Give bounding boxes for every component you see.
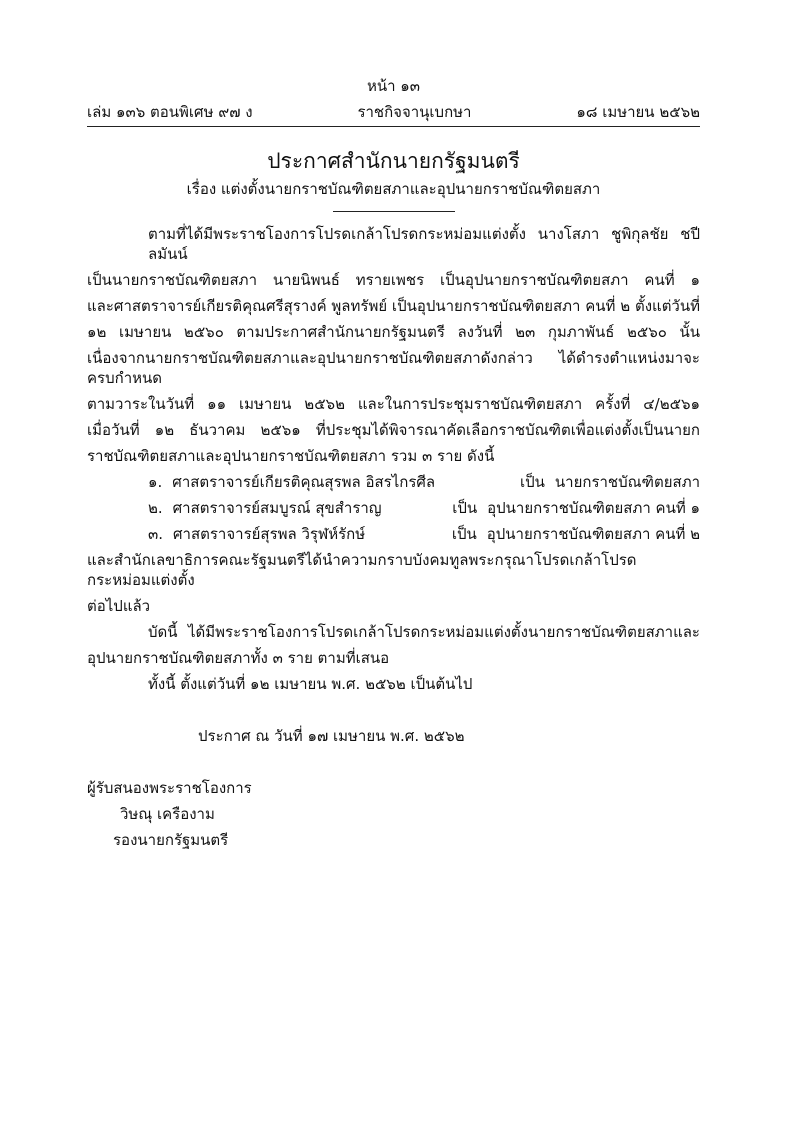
appointee-number: ๒. bbox=[148, 499, 163, 517]
document-title: ประกาศสำนักนายกรัฐมนตรี bbox=[267, 149, 520, 173]
body-line: ตามที่ได้มีพระราชโองการโปรดเกล้าโปรดกระหม่อมแต่งตั้ง นางโสภา ชูพิกุลชัย ชปีลมันน์ bbox=[148, 225, 700, 263]
appointee-role: อุปนายกราชบัณฑิตยสภา คนที่ ๑ bbox=[487, 499, 700, 517]
signatory-name: วิษณุ เครืองาม bbox=[120, 805, 215, 823]
title-rule bbox=[333, 211, 455, 212]
document-subject: เรื่อง แต่งตั้งนายกราชบัณฑิตยสภาและอุปนายกราชบัณฑิตยสภา bbox=[186, 180, 601, 198]
appointee-role: อุปนายกราชบัณฑิตยสภา คนที่ ๒ bbox=[486, 525, 700, 543]
body-line: เมื่อวันที่ ๑๒ ธันวาคม ๒๕๖๑ ที่ประชุมได้พิจารณาคัดเลือกราชบัณฑิตเพื่อแต่งตั้งเป็นนายก bbox=[87, 421, 700, 439]
body-line: และสำนักเลขาธิการคณะรัฐมนตรีได้นำความกราบบังคมทูลพระกรุณาโปรดเกล้าโปรดกระหม่อมแต่งตั้ง bbox=[87, 551, 637, 589]
appointee-as: เป็น bbox=[520, 473, 545, 491]
appointee-name: ศาสตราจารย์สุรพล วิรุฬห์รักษ์ bbox=[173, 525, 366, 543]
body-line: อุปนายกราชบัณฑิตยสภาทั้ง ๓ ราย ตามที่เสนอ bbox=[87, 649, 390, 667]
body-line: ๑๒ เมษายน ๒๕๖๐ ตามประกาศสำนักนายกรัฐมนตรี ลงวันที่ ๒๓ กุมภาพันธ์ ๒๕๖๐ นั้น bbox=[87, 323, 700, 341]
countersign-label: ผู้รับสนองพระราชโองการ bbox=[87, 779, 252, 797]
page-number: หน้า ๑๓ bbox=[366, 77, 421, 95]
body-line: เนื่องจากนายกราชบัณฑิตยสภาและอุปนายกราชบัณฑิตยสภาดังกล่าว ได้ดำรงตำแหน่งมาจะครบกำหนด bbox=[87, 349, 700, 387]
appointee-number: ๓. bbox=[148, 525, 164, 543]
body-line: และศาสตราจารย์เกียรติคุณศรีสุรางค์ พูลทรัพย์ เป็นอุปนายกราชบัณฑิตยสภา คนที่ ๒ ตั้งแต่วันที่ bbox=[87, 297, 700, 315]
body-line: ราชบัณฑิตยสภาและอุปนายกราชบัณฑิตยสภา รวม ๓ ราย ดังนี้ bbox=[87, 447, 495, 465]
appointee-role: นายกราชบัณฑิตยสภา bbox=[554, 473, 700, 491]
body-line: ตามวาระในวันที่ ๑๑ เมษายน ๒๕๖๒ และในการประชุมราชบัณฑิตยสภา ครั้งที่ ๔/๒๕๖๑ bbox=[87, 395, 700, 413]
appointee-name: ศาสตราจารย์สมบูรณ์ สุขสำราญ bbox=[172, 499, 382, 517]
publication-name: ราชกิจจานุเบกษา bbox=[357, 103, 472, 121]
header-row bbox=[87, 102, 700, 127]
body-line: บัดนี้ ได้มีพระราชโองการโปรดเกล้าโปรดกระหม่อมแต่งตั้งนายกราชบัณฑิตยสภาและ bbox=[148, 623, 700, 641]
signatory-position: รองนายกรัฐมนตรี bbox=[113, 831, 229, 849]
body-line: เป็นนายกราชบัณฑิตยสภา นายนิพนธ์ ทรายเพชร เป็นอุปนายกราชบัณฑิตยสภา คนที่ ๑ bbox=[87, 271, 700, 289]
appointee-item bbox=[87, 498, 700, 518]
appointee-as: เป็น bbox=[451, 525, 477, 543]
body-line: ทั้งนี้ ตั้งแต่วันที่ ๑๒ เมษายน พ.ศ. ๒๕๖๒ เป็นต้นไป bbox=[148, 675, 473, 693]
publication-date: ๑๘ เมษายน ๒๕๖๒ bbox=[576, 103, 700, 121]
body-line: ต่อไปแล้ว bbox=[87, 597, 151, 615]
appointee-item bbox=[87, 524, 700, 544]
gazette-page bbox=[87, 0, 700, 850]
announcement-date: ประกาศ ณ วันที่ ๑๗ เมษายน พ.ศ. ๒๕๖๒ bbox=[198, 727, 465, 745]
appointee-name: ศาสตราจารย์เกียรติคุณสุรพล อิสรไกรศีล bbox=[172, 473, 436, 491]
appointee-item bbox=[87, 472, 700, 492]
appointee-as: เป็น bbox=[452, 499, 478, 517]
volume-info: เล่ม ๑๓๖ ตอนพิเศษ ๙๗ ง bbox=[87, 103, 253, 121]
appointee-number: ๑. bbox=[148, 473, 163, 491]
